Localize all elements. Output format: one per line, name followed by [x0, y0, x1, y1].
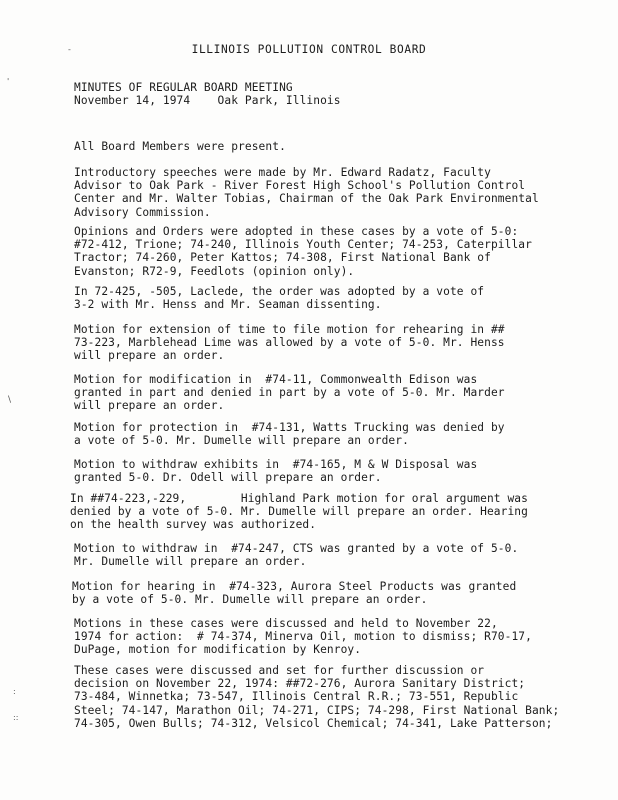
scan-speck: \: [8, 395, 12, 405]
paragraph-further-discussion: These cases were discussed and set for further discussion or decision on November 22, 1974: ##72-276, Aurora Sanitary District; 73-484, Winnetka; 73-547, Illinois Central R.R.; 73-551, Republic Steel; 74-147, Marathon Oil; 74-271, CIPS; 74-298, First National Bank; 74-305, Owen Bulls; 74-312, Velsicol Chemical; 74-341, Lake Patterson;: [74, 664, 560, 730]
paragraph-commonwealth: Motion for modification in #74-11, Commonwealth Edison was granted in part and denied in part by a vote of 5-0. Mr. Marder will prepare an order.: [74, 373, 505, 413]
paragraph-aurora-steel: Motion for hearing in #74-323, Aurora Steel Products was granted by a vote of 5-0. Mr. Dumelle will prepare an order.: [72, 580, 517, 607]
meeting-date-location: November 14, 1974 Oak Park, Illinois: [74, 94, 341, 108]
scan-speck: -: [68, 45, 71, 54]
scan-speck: ': [7, 77, 10, 86]
scan-speck: :: [13, 687, 16, 696]
paragraph-attendance: All Board Members were present.: [74, 140, 286, 153]
meeting-title: MINUTES OF REGULAR BOARD MEETING: [74, 81, 293, 94]
paragraph-mw-disposal: Motion to withdraw exhibits in #74-165, M & W Disposal was granted 5-0. Dr. Odell will prepare an order.: [74, 458, 478, 485]
paragraph-watts: Motion for protection in #74-131, Watts Trucking was denied by a vote of 5-0. Mr. Dumelle will prepare an order.: [74, 421, 505, 448]
paragraph-highland-park: In ##74-223,-229, Highland Park motion for oral argument was denied by a vote of 5-0. Mr. Dumelle will prepare an order. Hearing on the health survey was authorized.: [70, 492, 528, 532]
paragraph-introductory: Introductory speeches were made by Mr. Edward Radatz, Faculty Advisor to Oak Park - River Forest High School's Pollution Control Center and Mr. Walter Tobias, Chairman of the Oak Park Environmental Advisory Commission.: [74, 166, 539, 219]
paragraph-opinions-adopted: Opinions and Orders were adopted in these cases by a vote of 5-0: #72-412, Trione; 74-240, Illinois Youth Center; 74-253, Caterpillar Tractor; 74-260, Peter Kattos; 74-308, First National Bank of Evanston; R72-9, Feedlots (opinion only).: [74, 225, 532, 278]
meeting-info: [74, 81, 341, 107]
paragraph-marblehead: Motion for extension of time to file motion for rehearing in ## 73-223, Marblehead Lime was allowed by a vote of 5-0. Mr. Henss will prepare an order.: [74, 323, 505, 363]
paragraph-cts: Motion to withdraw in #74-247, CTS was granted by a vote of 5-0. Mr. Dumelle will prepare an order.: [74, 542, 519, 569]
paragraph-held-cases: Motions in these cases were discussed and held to November 22, 1974 for action: # 74-374, Minerva Oil, motion to dismiss; R70-17, DuPage, motion for modification by Kenroy.: [74, 617, 532, 657]
scan-speck: ::: [13, 713, 19, 722]
board-name-heading: ILLINOIS POLLUTION CONTROL BOARD: [191, 43, 427, 56]
paragraph-laclede: In 72-425, -505, Laclede, the order was adopted by a vote of 3-2 with Mr. Henss and Mr. Seaman dissenting.: [74, 285, 485, 312]
